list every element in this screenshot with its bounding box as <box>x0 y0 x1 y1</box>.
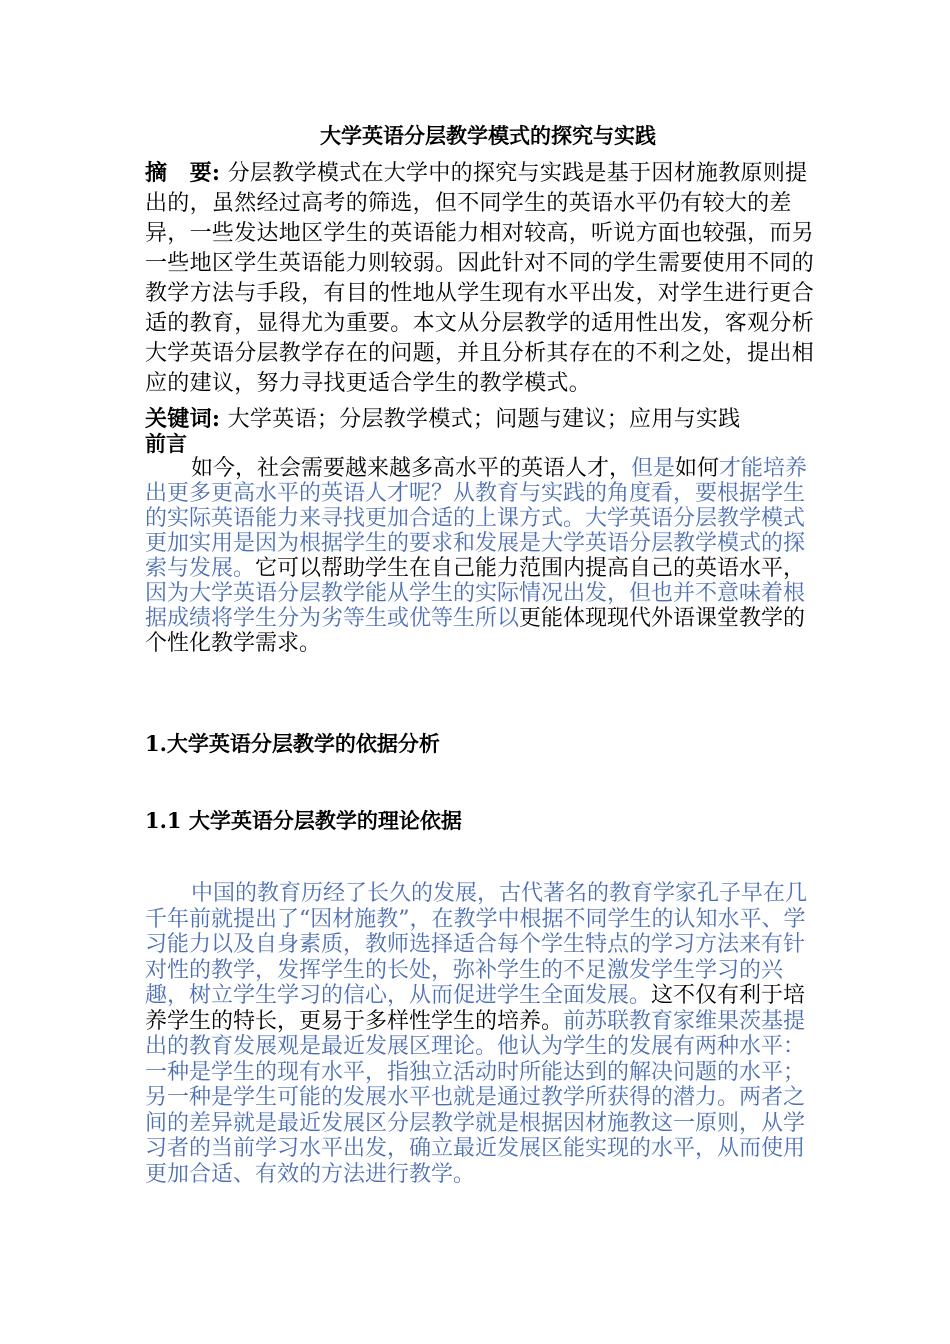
intro-text-3: 如何 <box>675 456 720 481</box>
intro-text-7: 更能体现现代外语课堂教学的个性化教学需求。 <box>145 606 806 656</box>
abstract-label: 摘 要: <box>145 160 221 186</box>
theory-text-3: 前苏联教育家维果茨基提出的教育发展观是最近发展区理论。他认为学生的发展有两种水平：一种是学生的现有水平，指独立活动时所能达到的解决问题的水平；另一种是学生可能的发展水平也就是通过教学所获得的潜力。两者之间的差异就是最近发展区分层教学就是根据因材施教这一原则，从学习者的当前学习水平出发，确立最近发展区能实现的水平，从而使用更加合适、有效的方法进行教学。 <box>145 1008 806 1187</box>
intro-text-4: 才能培养出更多更高水平的英语人才呢？从教育与实践的角度看，要根据学生的实际英语能力来寻找更加合适的上课方式。大学英语分层教学模式更加实用是因为根据学生的要求和发展是大学英语分层教学模式的探索与发展。 <box>145 456 808 581</box>
keywords-label: 关键词: <box>145 406 221 432</box>
preface-heading: 前言 <box>145 431 187 456</box>
theory-text-2: 这不仅有利于培养学生的特长，更易于多样性学生的培养。 <box>145 983 806 1034</box>
intro-text-5: 它可以帮助学生在自己能力范围内提高自己的英语水平， <box>255 556 806 581</box>
keywords-text: 大学英语；分层教学模式；问题与建议；应用与实践 <box>227 407 741 432</box>
intro-paragraph <box>145 456 815 656</box>
theory-text-1: 中国的教育历经了长久的发展，古代著名的教育学家孔子早在几千年前就提出了“因材施教”，在教学中根据不同学生的认知水平、学习能力以及自身素质，教师选择适合每个学生特点的学习方法来有针对性的教学，发挥学生的长处，弥补学生的不足激发学生学习的兴趣，树立学生学习的信心，从而促进学生全面发展。 <box>145 881 808 1008</box>
theory-paragraph <box>145 881 825 1187</box>
abstract <box>145 158 815 399</box>
keywords <box>145 405 815 434</box>
intro-text-6: 因为大学英语分层教学能从学生的实际情况出发，但也并不意味着根据成绩将学生分为劣等生或优等生所以 <box>145 581 806 631</box>
document-title: 大学英语分层教学模式的探究与实践 <box>320 123 656 148</box>
intro-text-2: 但是 <box>631 456 676 481</box>
document-content <box>145 118 815 656</box>
intro-text-1: 如今，社会需要越来越多高水平的英语人才， <box>191 456 632 481</box>
section-1-heading: 1.大学英语分层教学的依据分析 <box>145 731 440 756</box>
section-1-1-heading: 1.1 大学英语分层教学的理论依据 <box>145 808 462 833</box>
abstract-text: 分层教学模式在大学中的探究与实践是基于因材施教原则提出的，虽然经过高考的筛选，但不同学生的英语水平仍有较大的差异，一些发达地区学生的英语能力相对较高，听说方面也较强，而另一些地区学生英语能力则较弱。因此针对不同的学生需要使用不同的教学方法与手段，有目的性地从学生现有水平出发，对学生进行更合适的教育，显得尤为重要。本文从分层教学的适用性出发，客观分析大学英语分层教学存在的问题，并且分析其存在的不利之处，提出相应的建议，努力寻找更适合学生的教学模式。 <box>145 161 815 396</box>
